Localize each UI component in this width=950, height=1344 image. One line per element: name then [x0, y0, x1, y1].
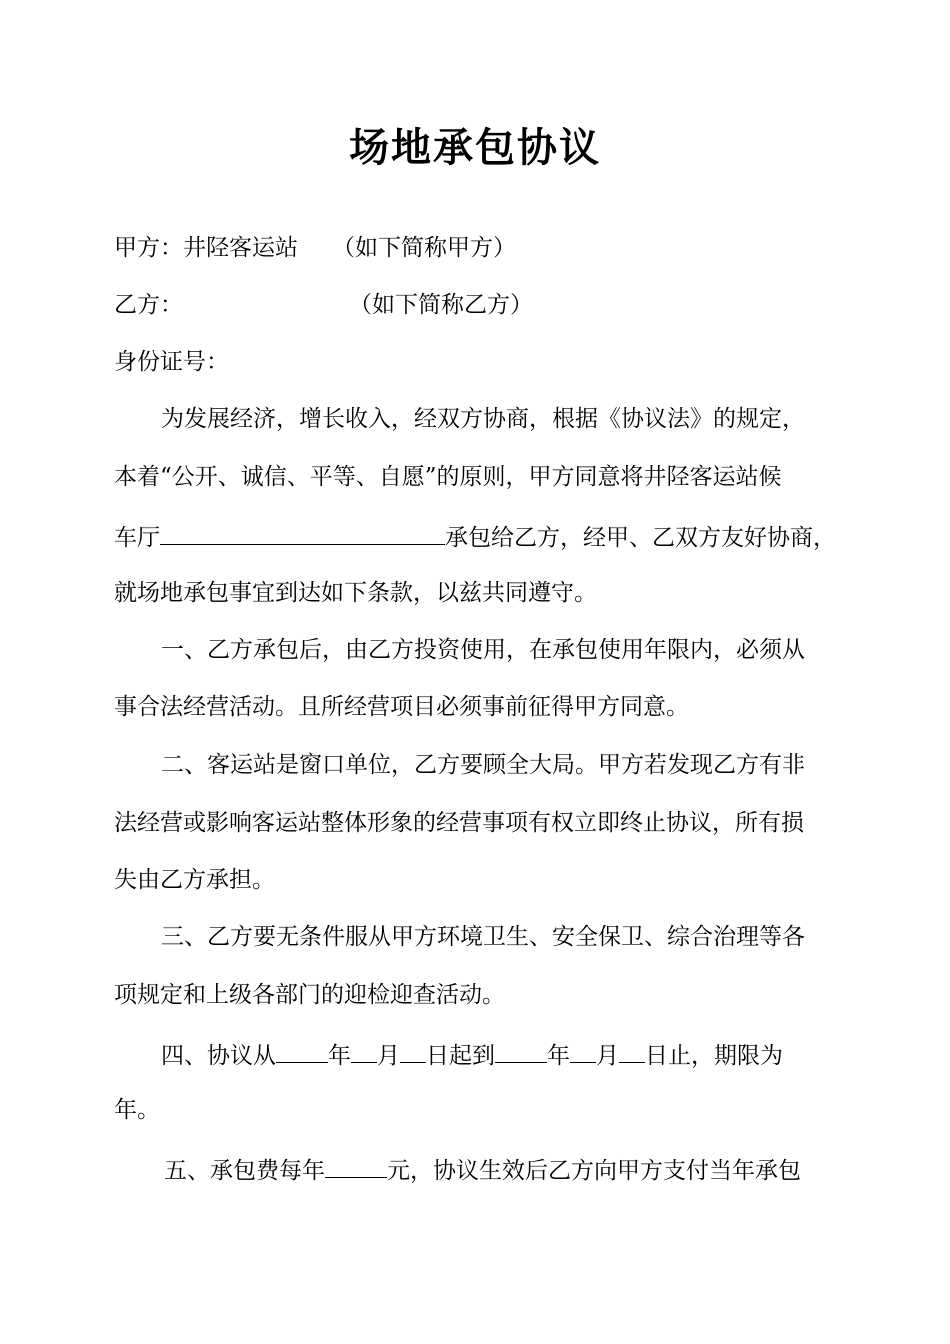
intro-line-2: 本着“公开、诚信、平等、自愿”的原则，甲方同意将井陉客运站候 [114, 464, 782, 490]
clause-5-suffix: 元，协议生效后乙方向甲方支付当年承包 [387, 1158, 801, 1184]
intro-line-4: 就场地承包事宜到达如下条款，以兹共同遵守。 [114, 580, 597, 606]
clause-5-line-1 [164, 1151, 801, 1188]
document-title: 场地承包协议 [349, 124, 601, 171]
start-day-blank[interactable] [400, 1036, 426, 1063]
annual-fee-blank[interactable] [325, 1151, 387, 1178]
start-month-blank[interactable] [351, 1036, 377, 1063]
id-number-label: 身份证号： [114, 349, 229, 375]
clause-4-day-1: 日起到 [426, 1043, 495, 1069]
clause-4-year-1: 年 [328, 1043, 351, 1069]
start-year-blank[interactable] [276, 1036, 328, 1063]
party-b-line [114, 288, 533, 322]
party-a-line [114, 231, 516, 265]
party-a-label: 甲方： [114, 235, 183, 261]
clause-4-line-1 [161, 1036, 783, 1073]
party-a-note: （如下简称甲方） [332, 235, 516, 261]
intro-line-3-end: 承包给乙方，经甲、乙双方友好协商， [445, 525, 836, 551]
clause-5-prefix: 五、承包费每年 [164, 1158, 325, 1184]
party-b-note: （如下简称乙方） [349, 292, 533, 318]
clause-2-line-3: 失由乙方承担。 [114, 867, 275, 893]
clause-4-prefix: 四、协议从 [161, 1043, 276, 1069]
clause-1-line-2: 事合法经营活动。且所经营项目必须事前征得甲方同意。 [114, 694, 689, 720]
clause-4-year-2: 年 [547, 1043, 570, 1069]
clause-1-line-1: 一、乙方承包后，由乙方投资使用，在承包使用年限内，必须从 [161, 637, 805, 663]
intro-line-1: 为发展经济，增长收入，经双方协商，根据《协议法》的规定， [161, 406, 805, 432]
id-number-line [114, 345, 229, 379]
party-a-name: 井陉客运站 [183, 235, 298, 261]
clause-4-day-2: 日止，期限为 [645, 1043, 783, 1069]
clause-4-line-2: 年。 [114, 1097, 160, 1123]
intro-line-3-start: 车厅 [114, 525, 160, 551]
clause-3-line-1: 三、乙方要无条件服从甲方环境卫生、安全保卫、综合治理等各 [161, 924, 805, 950]
clause-4-month-1: 月 [377, 1043, 400, 1069]
end-day-blank[interactable] [619, 1036, 645, 1063]
hall-area-blank[interactable] [160, 518, 445, 545]
end-year-blank[interactable] [495, 1036, 547, 1063]
intro-line-3 [114, 518, 836, 555]
end-month-blank[interactable] [570, 1036, 596, 1063]
clause-2-line-2: 法经营或影响客运站整体形象的经营事项有权立即终止协议，所有损 [114, 810, 804, 836]
clause-3-line-2: 项规定和上级各部门的迎检迎查活动。 [114, 982, 505, 1008]
clause-2-line-1: 二、客运站是窗口单位，乙方要顾全大局。甲方若发现乙方有非 [161, 752, 805, 778]
party-b-label: 乙方： [114, 292, 183, 318]
clause-4-month-2: 月 [596, 1043, 619, 1069]
